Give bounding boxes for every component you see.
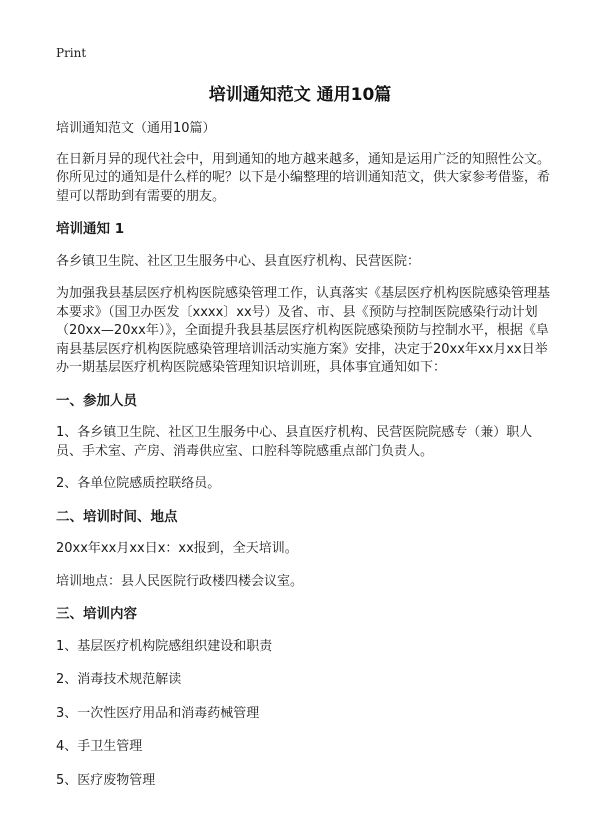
content-list-item: 5、医疗废物管理 — [56, 772, 156, 788]
place-item: 培训地点：县人民医院行政楼四楼会议室。 — [56, 573, 304, 589]
notice-heading: 培训通知 1 — [56, 221, 125, 237]
notice-addressee: 各乡镇卫生院、社区卫生服务中心、县直医疗机构、民营医院： — [56, 253, 421, 269]
content-list-item: 1、基层医疗机构院感组织建设和职责 — [56, 638, 273, 654]
article-subtitle: 培训通知范文（通用10篇） — [56, 121, 216, 136]
article-body — [56, 120, 550, 805]
notice-body: 为加强我县基层医疗机构医院感染管理工作，认真落实《基层医疗机构医院感染管理基本要求》（国卫办医发〔xxxx〕xx号）及省、市、县《预防与控制医院感染行动计划（20xx—20xx年）》，全面提升我县基层医疗机构医院感染预防与控制水平，根据《阜南县基层医疗机构医院感染管理培训活动实施方案》安排，决定于20xx年xx月xx日举办一期基层医疗机构医院感染管理知识培训班，具体事宜通知如下： — [56, 286, 551, 375]
section-heading-participants: 一、参加人员 — [56, 392, 137, 409]
content-list-item: 2、消毒技术规范解读 — [56, 672, 182, 687]
section-heading-time-place: 二、培训时间、地点 — [56, 508, 178, 525]
print-link[interactable]: Print — [56, 46, 87, 60]
intro-paragraph: 在日新月异的现代社会中，用到通知的地方越来越多，通知是运用广泛的知照性公文。你所见过的通知是什么样的呢？以下是小编整理的培训通知范文，供大家参考借鉴，希望可以帮助到有需要的朋友。 — [56, 151, 551, 204]
section-heading-content: 三、培训内容 — [56, 606, 137, 622]
content-list-item: 3、一次性医疗用品和消毒药械管理 — [56, 705, 260, 721]
participants-item: 2、各单位院感质控联络员。 — [56, 476, 221, 491]
content-list-item: 4、手卫生管理 — [56, 739, 143, 754]
page-title: 培训通知范文 通用10篇 — [208, 85, 392, 105]
time-item: 20xx年xx月xx日x：xx报到，全天培训。 — [56, 541, 298, 556]
participants-item: 1、各乡镇卫生院、社区卫生服务中心、县直医疗机构、民营医院院感专（兼）职人员、手术室、产房、消毒供应室、口腔科等院感重点部门负责人。 — [56, 425, 533, 459]
